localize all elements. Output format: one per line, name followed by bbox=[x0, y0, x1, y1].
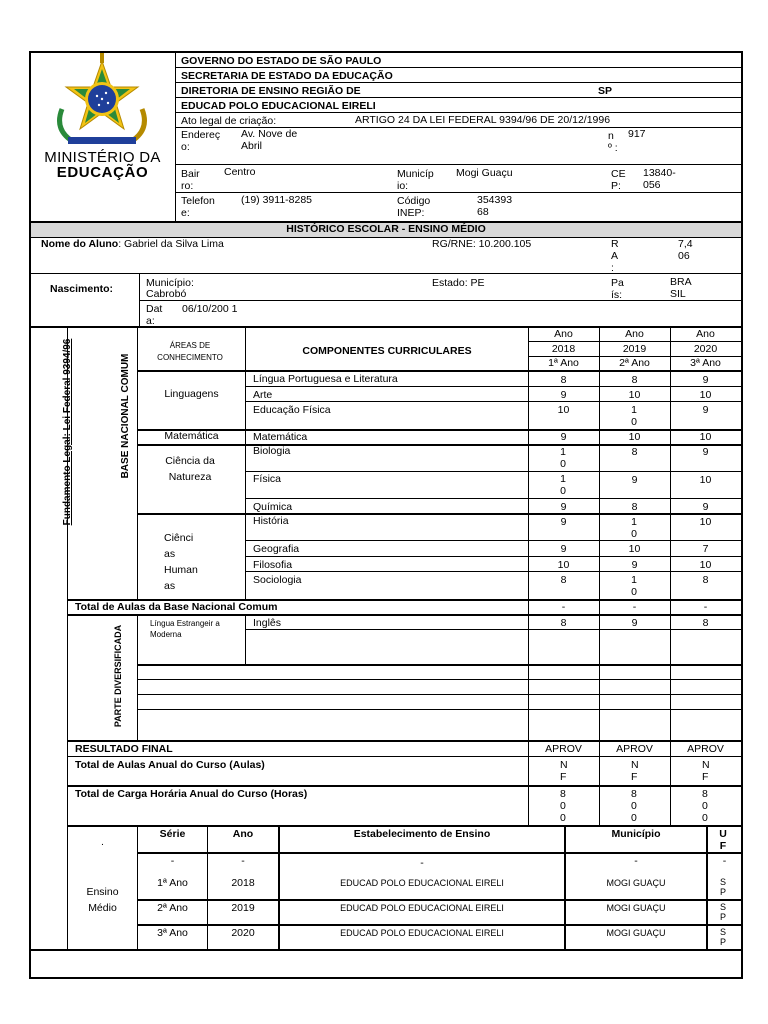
subject-name: Química bbox=[253, 501, 293, 513]
bairro-label: Bair ro: bbox=[181, 168, 200, 192]
grade-cell: 10 bbox=[628, 431, 641, 443]
grade-cell: 1 0 bbox=[560, 473, 566, 497]
subject-name: Física bbox=[253, 473, 282, 485]
cep-label: CE P: bbox=[611, 168, 626, 192]
aluno-nome bbox=[41, 238, 224, 250]
grade-cell: 10 bbox=[699, 559, 712, 571]
resultado-3: APROV bbox=[687, 743, 724, 755]
header-diretoria: DIRETORIA DE ENSINO REGIÃO DE bbox=[181, 85, 361, 97]
carga-2: 8 0 0 bbox=[631, 788, 637, 824]
area-ciencias-humanas: Ciênci as Human as bbox=[164, 532, 198, 592]
cep-value: 13840-056 bbox=[643, 167, 676, 191]
total-base-label: Total de Aulas da Base Nacional Comum bbox=[75, 601, 278, 613]
grade-cell: 10 bbox=[557, 559, 570, 571]
resultado-2: APROV bbox=[616, 743, 653, 755]
subject-name: Filosofia bbox=[253, 559, 293, 571]
subject-name: Geografia bbox=[253, 543, 300, 555]
grade-cell: 10 bbox=[699, 516, 712, 528]
area-linguagens: Linguagens bbox=[164, 388, 219, 400]
grade-cell: 8 bbox=[702, 617, 709, 629]
aluno-nome-label: Nome do Aluno bbox=[41, 238, 119, 250]
fundamento-legal: Fundamento Legal: Lei Federal 9394/96 bbox=[62, 338, 73, 526]
estab-cell: - bbox=[634, 855, 638, 867]
grade-cell: 1 0 bbox=[560, 446, 566, 470]
estab-cell: EDUCAD POLO EDUCACIONAL EIRELI bbox=[340, 928, 504, 938]
ano-label-3: Ano bbox=[696, 328, 715, 340]
estab-cell: MOGI GUAÇU bbox=[606, 878, 666, 888]
aluno-ra-value: 7,4 06 bbox=[678, 238, 693, 262]
endereco-label: Endereç o: bbox=[181, 129, 221, 153]
telefone-label: Telefon e: bbox=[181, 195, 215, 219]
area-lingua-estrangeira: Língua Estrangeir a Moderna bbox=[150, 619, 220, 639]
grade-cell: 9 bbox=[702, 501, 709, 513]
estab-cell: 2019 bbox=[231, 902, 255, 914]
estab-nivel: Ensino Médio bbox=[86, 886, 119, 914]
bairro-value: Centro bbox=[224, 166, 256, 178]
header-secretaria: SECRETARIA DE ESTADO DA EDUCAÇÃO bbox=[181, 70, 393, 82]
ato-label: Ato legal de criação: bbox=[181, 115, 277, 127]
estab-cell: - bbox=[170, 855, 175, 867]
grade-cell: 8 bbox=[631, 374, 638, 386]
estab-cell: S P bbox=[719, 927, 726, 947]
resultado-1: APROV bbox=[545, 743, 582, 755]
subject-ingles: Inglês bbox=[253, 617, 282, 629]
grade-cell: 9 bbox=[560, 389, 567, 401]
aluno-rg: RG/RNE: 10.200.105 bbox=[432, 238, 532, 250]
estab-header-uf: U F bbox=[719, 828, 727, 852]
estab-cell: 3ª Ano bbox=[157, 927, 188, 939]
nascimento-label: Nascimento: bbox=[50, 283, 114, 295]
header-governo: GOVERNO DO ESTADO DE SÃO PAULO bbox=[181, 55, 382, 67]
grade-cell: 8 bbox=[631, 446, 638, 458]
areas-header: ÁREAS DE CONHECIMENTO bbox=[157, 341, 223, 362]
estab-cell: EDUCAD POLO EDUCACIONAL EIRELI bbox=[340, 903, 504, 913]
ato-value: ARTIGO 24 DA LEI FEDERAL 9394/96 DE 20/12/1996 bbox=[355, 114, 611, 126]
aluno-ra-label: R A : bbox=[611, 238, 619, 274]
grade-cell: 10 bbox=[699, 431, 712, 443]
parte-diversificada-label: PARTE DIVERSIFICADA bbox=[113, 624, 123, 728]
grade-cell: 10 bbox=[557, 404, 570, 416]
ano-label-2: Ano bbox=[625, 328, 644, 340]
grade-cell: 9 bbox=[560, 431, 567, 443]
grade-cell: 9 bbox=[702, 404, 709, 416]
grade-cell: 9 bbox=[702, 374, 709, 386]
total-base-3: - bbox=[703, 601, 708, 613]
grade-cell: 8 bbox=[560, 574, 567, 586]
inep-label: Código INEP: bbox=[397, 195, 431, 219]
total-aulas-label: Total de Aulas Anual do Curso (Aulas) bbox=[75, 759, 265, 771]
year-2019: 2019 bbox=[622, 343, 647, 355]
grade-cell: 9 bbox=[560, 543, 567, 555]
telefone-value: (19) 3911-8285 bbox=[241, 194, 313, 206]
total-aulas-3: N F bbox=[702, 759, 710, 783]
grade-cell: 10 bbox=[628, 389, 641, 401]
resultado-label: RESULTADO FINAL bbox=[75, 743, 173, 755]
estab-cell: 2020 bbox=[231, 927, 255, 939]
nasc-data-value: 06/10/200 1 bbox=[182, 303, 238, 315]
nasc-pais-value: BRA SIL bbox=[670, 276, 692, 300]
municipio-label: Municíp io: bbox=[397, 168, 434, 192]
year-2020: 2020 bbox=[693, 343, 718, 355]
base-nacional-label: BASE NACIONAL COMUM bbox=[120, 353, 131, 479]
estab-cell: - bbox=[420, 857, 424, 869]
estab-cell: S P bbox=[719, 877, 726, 897]
nasc-municipio-value: Cabrobó bbox=[146, 288, 187, 300]
total-base-2: - bbox=[632, 601, 637, 613]
inep-value: 354393 68 bbox=[477, 194, 513, 218]
grade-cell: 7 bbox=[702, 543, 709, 555]
numero-label: n º : bbox=[608, 130, 618, 154]
brazil-coat-of-arms-icon bbox=[31, 53, 174, 153]
header-diretoria-uf: SP bbox=[598, 85, 613, 97]
estab-cell: 2ª Ano bbox=[157, 902, 188, 914]
area-matematica: Matemática bbox=[164, 430, 219, 442]
grade-cell: 9 bbox=[631, 559, 638, 571]
grade-cell: 9 bbox=[560, 501, 567, 513]
logo-block bbox=[31, 53, 174, 221]
endereco-value: Av. Nove de Abril bbox=[241, 128, 298, 152]
nasc-pais-label: Pa ís: bbox=[611, 277, 624, 301]
estab-cell: - bbox=[241, 855, 245, 867]
grade-cell: 9 bbox=[560, 516, 567, 528]
estab-header-municipio: Município bbox=[611, 828, 661, 840]
grade-cell: 9 bbox=[631, 474, 638, 486]
estab-header-serie: Série bbox=[159, 828, 186, 840]
grade-cell: 9 bbox=[631, 617, 638, 629]
carga-1: 8 0 0 bbox=[560, 788, 566, 824]
serie-3: 3ª Ano bbox=[690, 357, 721, 369]
grade-cell: 8 bbox=[702, 574, 709, 586]
numero-value: 917 bbox=[628, 128, 646, 140]
logo-education: EDUCAÇÃO bbox=[56, 164, 149, 181]
total-base-1: - bbox=[561, 601, 566, 613]
grade-cell: 10 bbox=[628, 543, 641, 555]
subject-name: Biologia bbox=[253, 445, 291, 457]
estab-cell: MOGI GUAÇU bbox=[606, 903, 666, 913]
estab-header-ano: Ano bbox=[232, 828, 254, 840]
nasc-estado: Estado: PE bbox=[432, 277, 485, 289]
estab-cell: S P bbox=[719, 902, 726, 922]
page-title: HISTÓRICO ESCOLAR - ENSINO MÉDIO bbox=[286, 223, 486, 235]
ano-label-1: Ano bbox=[554, 328, 573, 340]
grade-cell: 9 bbox=[702, 446, 709, 458]
header-escola: EDUCAD POLO EDUCACIONAL EIRELI bbox=[181, 100, 376, 112]
grade-cell: 8 bbox=[631, 501, 638, 513]
municipio-value: Mogi Guaçu bbox=[456, 167, 513, 179]
estab-header-estabelecimento: Estabelecimento de Ensino bbox=[353, 828, 491, 840]
grade-cell: 1 0 bbox=[631, 516, 637, 540]
componentes-header: COMPONENTES CURRICULARES bbox=[302, 345, 472, 357]
estab-cell: EDUCAD POLO EDUCACIONAL EIRELI bbox=[340, 878, 504, 888]
subject-name: Sociologia bbox=[253, 574, 302, 586]
carga-horaria-label: Total de Carga Horária Anual do Curso (Horas) bbox=[75, 788, 308, 800]
subject-name: História bbox=[253, 515, 289, 527]
subject-name: Língua Portuguesa e Literatura bbox=[253, 373, 398, 385]
carga-3: 8 0 0 bbox=[702, 788, 708, 824]
grade-cell: 1 0 bbox=[631, 404, 637, 428]
subject-name: Matemática bbox=[253, 431, 308, 443]
estab-cell: 1ª Ano bbox=[157, 877, 188, 889]
total-aulas-2: N F bbox=[631, 759, 639, 783]
estab-cell: MOGI GUAÇU bbox=[606, 928, 666, 938]
nasc-data-label: Dat a: bbox=[146, 303, 163, 327]
serie-2: 2ª Ano bbox=[619, 357, 650, 369]
grade-cell: 8 bbox=[560, 374, 567, 386]
total-aulas-1: N F bbox=[560, 759, 568, 783]
year-2018: 2018 bbox=[551, 343, 576, 355]
serie-1: 1ª Ano bbox=[548, 357, 579, 369]
aluno-nome-value: : Gabriel da Silva Lima bbox=[118, 238, 224, 250]
logo-ministry: MINISTÉRIO DA bbox=[44, 149, 161, 166]
subject-name: Arte bbox=[253, 389, 273, 401]
nasc-municipio-label: Município: bbox=[146, 277, 194, 289]
estab-dot: . bbox=[101, 836, 104, 848]
grade-cell: 10 bbox=[699, 389, 712, 401]
grade-cell: 10 bbox=[699, 474, 712, 486]
estab-cell: - bbox=[722, 855, 727, 867]
grade-cell: 1 0 bbox=[631, 574, 637, 598]
estab-cell: 2018 bbox=[231, 877, 255, 889]
grade-cell: 8 bbox=[560, 617, 567, 629]
subject-name: Educação Física bbox=[253, 404, 331, 416]
area-ciencia-natureza: Ciência da Natureza bbox=[165, 455, 215, 483]
